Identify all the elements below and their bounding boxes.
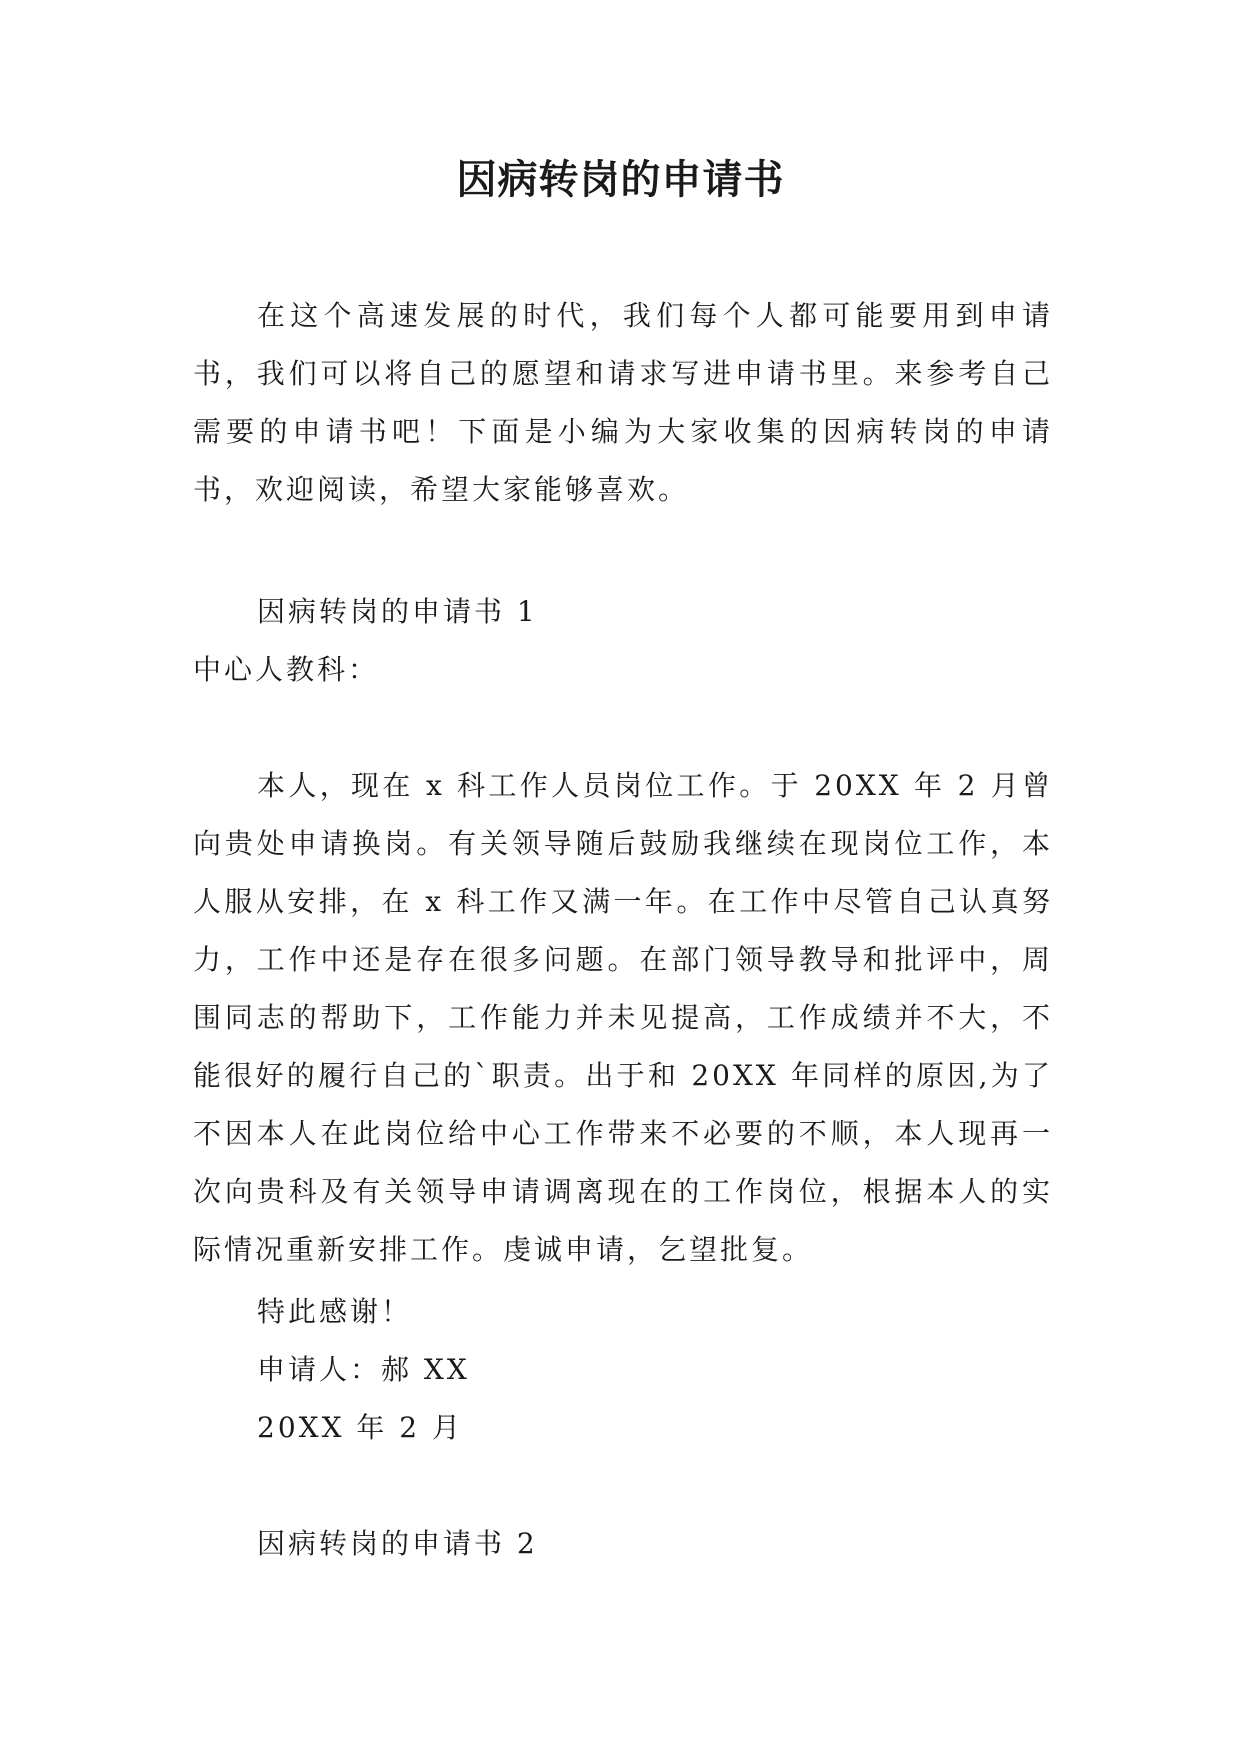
section-heading: 因病转岗的申请书 2 (257, 1527, 538, 1560)
document-title: 因病转岗的申请书 (456, 157, 785, 203)
date-line: 20XX 年 2 月 (257, 1411, 464, 1444)
intro-paragraph: 在这个高速发展的时代，我们每个人都可能要用到申请书，我们可以将自己的愿望和请求写进申请书里。来参考自己需要的申请书吧！下面是小编为大家收集的因病转岗的申请书，欢迎阅读，希望大家能够喜欢。 (193, 299, 1053, 506)
letter-body: 本人，现在 x 科工作人员岗位工作。于 20XX 年 2 月曾向贵处申请换岗。有关领导随后鼓励我继续在现岗位工作，本人服从安排，在 x 科工作又满一年。在工作中尽管自己认真努力，工作中还是存在很多问题。在部门领导教导和批评中，周围同志的帮助下，工作能力并未见提高，工作成绩并不大，不能很好的履行自己的`职责。出于和 20XX 年同样的原因,为了不因本人在此岗位给中心工作带来不必要的不顺，本人现再一次向贵科及有关领导申请调离现在的工作岗位，根据本人的实际情况重新安排工作。虔诚申请，乞望批复。 (193, 769, 1053, 1266)
applicant-block (193, 1341, 1053, 1399)
closing-line: 特此感谢！ (257, 1295, 413, 1328)
intro-paragraph-block (193, 287, 1053, 519)
salutation: 中心人教科： (193, 653, 380, 686)
letter-body-block (193, 757, 1053, 1279)
closing-block (193, 1283, 1053, 1341)
salutation-block (193, 641, 1053, 699)
section-heading-block (193, 1515, 1053, 1573)
section-heading-block (193, 583, 1053, 641)
date-block (193, 1399, 1053, 1457)
section-heading: 因病转岗的申请书 1 (257, 595, 538, 628)
applicant-line: 申请人：郝 XX (257, 1353, 470, 1386)
